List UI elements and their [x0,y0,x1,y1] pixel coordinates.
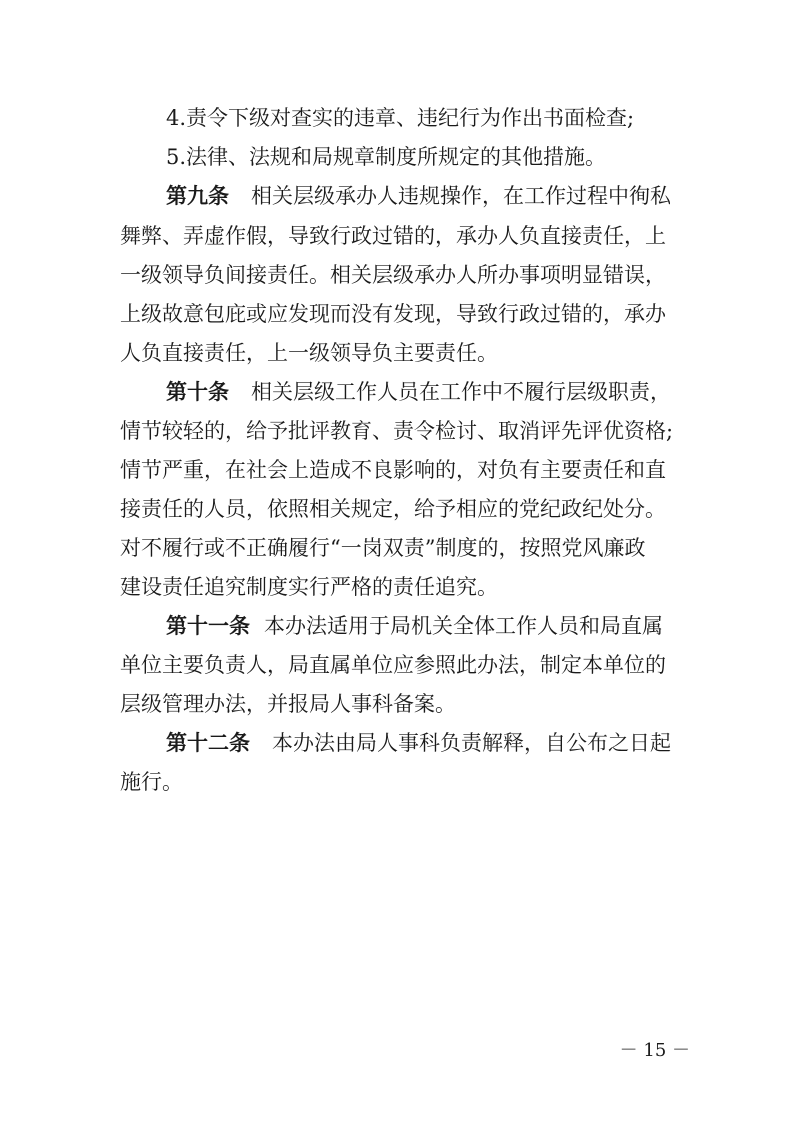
article-9-heading: 第九条 [166,183,229,208]
article-10-line-2: 情节较轻的，给予批评教育、责令检讨、取消评先评优资格; [120,419,674,443]
article-10-line-5: 对不履行或不正确履行“一岗双责”制度的，按照党风廉政 [120,536,646,560]
article-9-first-line [166,176,726,216]
article-10-line-4: 接责任的人员，依照相关规定，给予相应的党纪政纪处分。 [120,497,666,521]
article-10-heading: 第十条 [166,379,229,404]
article-11-line-3: 层级管理办法，并报局人事科备案。 [120,692,456,716]
article-9-line-5: 人负直接责任，上一级领导负主要责任。 [120,341,498,365]
article-12-first-line [166,723,726,763]
article-10-line-6: 建设责任追究制度实行严格的责任追究。 [120,575,498,599]
article-11-heading: 第十一条 [166,613,250,638]
article-12-line-1: 本办法由局人事科负责解释，自公布之日起 [272,731,671,755]
article-10-line-3: 情节严重，在社会上造成不良影响的，对负有主要责任和直 [120,458,666,482]
article-9-line-3: 一级领导负间接责任。相关层级承办人所办事项明显错误， [120,263,666,287]
article-11-first-line [166,606,726,646]
article-11-line-1: 本办法适用于局机关全体工作人员和局直属 [264,614,663,638]
article-12-heading: 第十二条 [166,730,250,755]
article-9-line-4: 上级故意包庇或应发现而没有发现，导致行政过错的，承办 [120,302,666,326]
item-5: 5.法律、法规和局规章制度所规定的其他措施。 [166,145,607,169]
article-11-line-2: 单位主要负责人，局直属单位应参照此办法，制定本单位的 [120,653,666,677]
article-10-line-1: 相关层级工作人员在工作中不履行层级职责， [251,380,671,404]
page-number: － 15 － [619,1040,690,1061]
item-4: 4.责令下级对查实的违章、违纪行为作出书面检查; [166,106,635,130]
article-10-first-line [166,372,726,412]
article-9-line-1: 相关层级承办人违规操作，在工作过程中徇私 [251,184,671,208]
article-12-line-2: 施行。 [120,770,183,794]
article-9-line-2: 舞弊、弄虚作假，导致行政过错的，承办人负直接责任，上 [120,224,666,248]
